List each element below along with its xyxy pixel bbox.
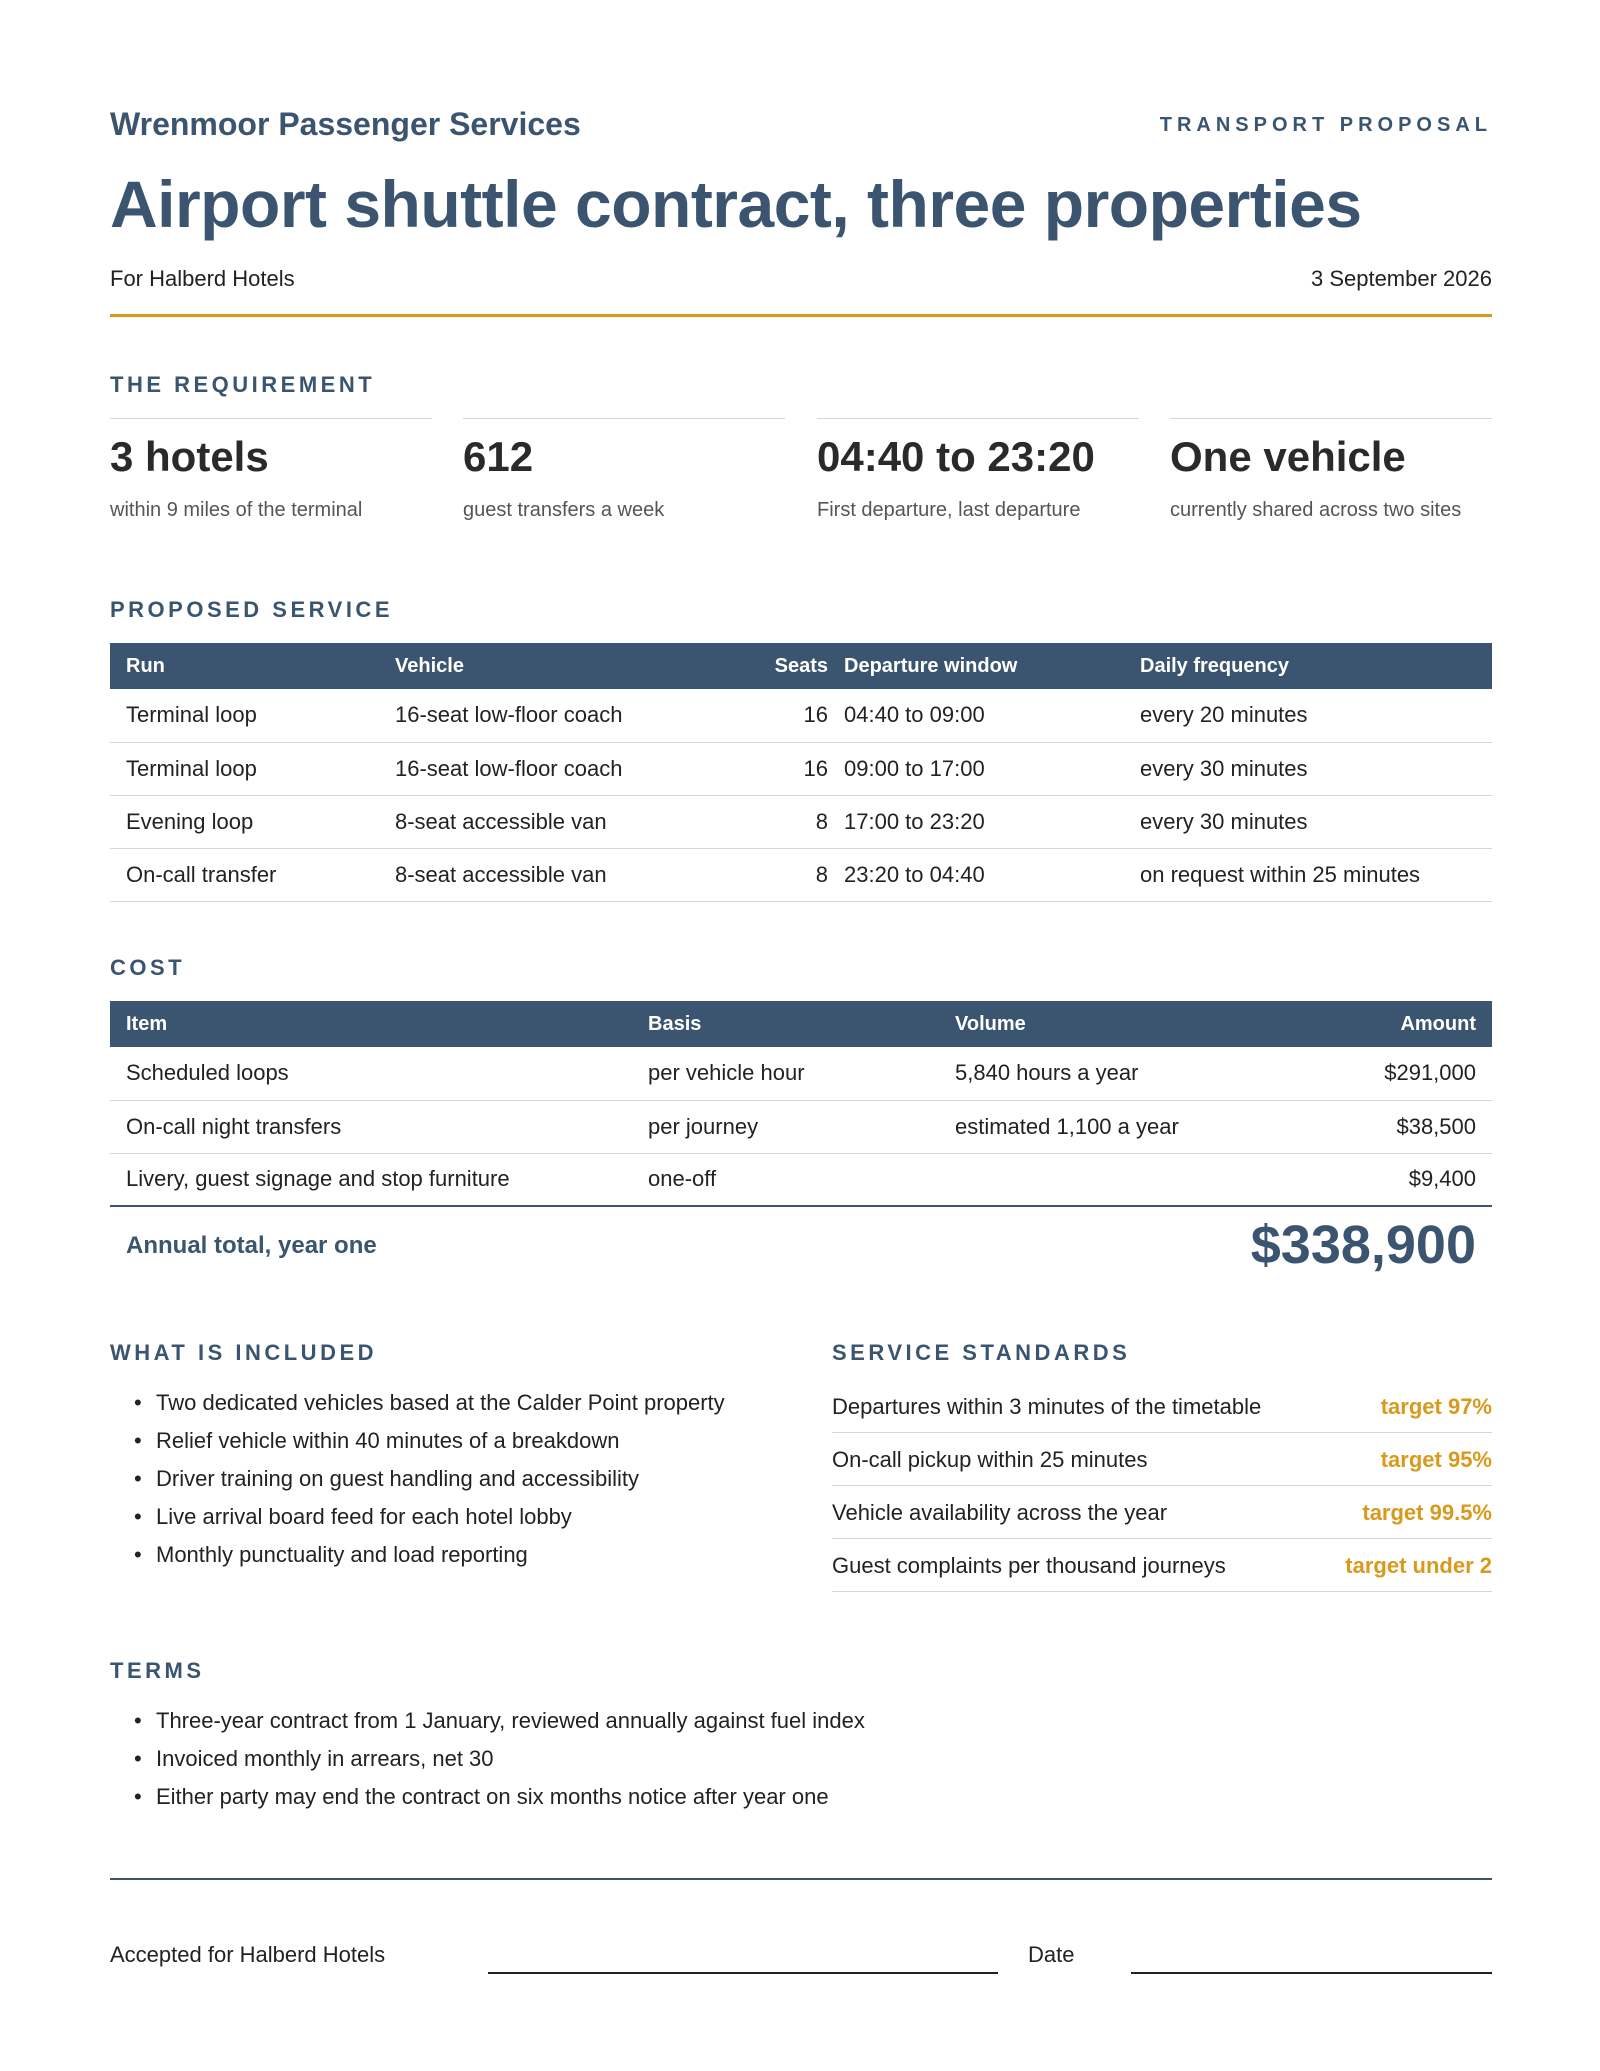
terms-heading: TERMS bbox=[110, 1658, 205, 1683]
date-label: Date bbox=[1028, 1942, 1075, 1967]
list-item: • Relief vehicle within 40 minutes of a breakdown bbox=[110, 1426, 725, 1464]
standard-target: target 97% bbox=[1380, 1394, 1492, 1419]
table-row bbox=[110, 795, 1492, 848]
column-header: Amount bbox=[1255, 1001, 1492, 1047]
column-header: Seats bbox=[748, 643, 836, 689]
list-item: • Three-year contract from 1 January, reviewed annually against fuel index bbox=[110, 1706, 865, 1744]
cost-heading: COST bbox=[110, 955, 186, 980]
table-cell: 16-seat low-floor coach bbox=[379, 689, 748, 742]
table-cell: 16-seat low-floor coach bbox=[379, 742, 748, 795]
table-cell: 16 bbox=[748, 689, 836, 742]
terms-list bbox=[110, 1706, 865, 1820]
list-item: • Monthly punctuality and load reporting bbox=[110, 1540, 725, 1578]
stat-caption: currently shared across two sites bbox=[1170, 499, 1462, 521]
page-title: Airport shuttle contract, three properties bbox=[110, 167, 1362, 241]
table-cell: every 20 minutes bbox=[1124, 689, 1492, 742]
stat-value: 3 hotels bbox=[110, 433, 269, 480]
table-cell: 8 bbox=[748, 848, 836, 901]
standard-row bbox=[832, 1433, 1492, 1486]
table-row bbox=[110, 742, 1492, 795]
company-name: Wrenmoor Passenger Services bbox=[110, 106, 581, 142]
column-header: Run bbox=[110, 643, 379, 689]
standard-row bbox=[832, 1539, 1492, 1592]
column-header: Departure window bbox=[836, 643, 1124, 689]
standard-target: target 99.5% bbox=[1362, 1500, 1492, 1525]
header-row bbox=[110, 106, 1492, 146]
table-cell: Terminal loop bbox=[110, 689, 379, 742]
standard-label: Departures within 3 minutes of the timetable bbox=[832, 1394, 1262, 1419]
stat-value: 612 bbox=[463, 433, 534, 480]
list-item: • Driver training on guest handling and accessibility bbox=[110, 1464, 725, 1502]
table-cell: 5,840 hours a year bbox=[939, 1047, 1255, 1100]
table-cell: 8-seat accessible van bbox=[379, 795, 748, 848]
date-line[interactable] bbox=[1131, 1972, 1492, 1974]
standard-target: target under 2 bbox=[1345, 1553, 1492, 1578]
table-cell: per vehicle hour bbox=[632, 1047, 939, 1100]
stat-caption: First departure, last departure bbox=[817, 499, 1081, 521]
table-cell: Livery, guest signage and stop furniture bbox=[110, 1153, 632, 1206]
table-cell: 04:40 to 09:00 bbox=[836, 689, 1124, 742]
stat-value: One vehicle bbox=[1170, 433, 1406, 480]
table-row bbox=[110, 1047, 1492, 1100]
table-row bbox=[110, 848, 1492, 901]
proposal-page bbox=[110, 0, 1492, 2071]
stat-card bbox=[463, 418, 785, 528]
cost-table bbox=[110, 1001, 1492, 1207]
service-heading: PROPOSED SERVICE bbox=[110, 597, 393, 622]
signature-line[interactable] bbox=[488, 1972, 998, 1974]
table-cell: $38,500 bbox=[1255, 1100, 1492, 1153]
table-header-row bbox=[110, 643, 1492, 689]
client-name: For Halberd Hotels bbox=[110, 266, 295, 291]
signature-divider bbox=[110, 1878, 1492, 1880]
table-row bbox=[110, 1153, 1492, 1206]
list-item: • Two dedicated vehicles based at the Calder Point property bbox=[110, 1388, 725, 1426]
table-cell: Terminal loop bbox=[110, 742, 379, 795]
table-cell: one-off bbox=[632, 1153, 939, 1206]
included-heading: WHAT IS INCLUDED bbox=[110, 1340, 378, 1365]
stat-card bbox=[110, 418, 432, 528]
document-date: 3 September 2026 bbox=[1310, 266, 1492, 291]
column-header: Vehicle bbox=[379, 643, 748, 689]
stat-caption: within 9 miles of the terminal bbox=[110, 499, 363, 521]
table-cell bbox=[939, 1153, 1255, 1206]
list-item: • Invoiced monthly in arrears, net 30 bbox=[110, 1744, 865, 1782]
stat-card bbox=[1170, 418, 1492, 528]
stat-value: 04:40 to 23:20 bbox=[817, 433, 1095, 480]
signature-block bbox=[110, 1942, 1492, 1982]
list-item: • Either party may end the contract on six months notice after year one bbox=[110, 1782, 865, 1820]
requirement-heading: THE REQUIREMENT bbox=[110, 372, 376, 397]
table-cell: on request within 25 minutes bbox=[1124, 848, 1492, 901]
standard-label: Guest complaints per thousand journeys bbox=[832, 1553, 1226, 1578]
table-cell: every 30 minutes bbox=[1124, 742, 1492, 795]
service-table bbox=[110, 643, 1492, 902]
table-cell: 09:00 to 17:00 bbox=[836, 742, 1124, 795]
stat-caption: guest transfers a week bbox=[463, 499, 665, 521]
table-cell: per journey bbox=[632, 1100, 939, 1153]
table-cell: every 30 minutes bbox=[1124, 795, 1492, 848]
standards-heading: SERVICE STANDARDS bbox=[832, 1340, 1131, 1365]
document-type: TRANSPORT PROPOSAL bbox=[1159, 114, 1492, 136]
table-cell: On-call night transfers bbox=[110, 1100, 632, 1153]
column-header: Daily frequency bbox=[1124, 643, 1492, 689]
column-header: Volume bbox=[939, 1001, 1255, 1047]
total-amount: $338,900 bbox=[1250, 1215, 1476, 1275]
accepted-label: Accepted for Halberd Hotels bbox=[110, 1942, 386, 1967]
table-cell: 16 bbox=[748, 742, 836, 795]
standard-label: On-call pickup within 25 minutes bbox=[832, 1447, 1148, 1472]
standard-row bbox=[832, 1486, 1492, 1539]
standard-label: Vehicle availability across the year bbox=[832, 1500, 1168, 1525]
requirement-stats bbox=[110, 418, 1492, 528]
table-cell: $291,000 bbox=[1255, 1047, 1492, 1100]
stat-card bbox=[817, 418, 1139, 528]
list-item: • Live arrival board feed for each hotel lobby bbox=[110, 1502, 725, 1540]
table-row bbox=[110, 689, 1492, 742]
table-cell: $9,400 bbox=[1255, 1153, 1492, 1206]
table-row bbox=[110, 1100, 1492, 1153]
table-header-row bbox=[110, 1001, 1492, 1047]
column-header: Item bbox=[110, 1001, 632, 1047]
standard-row bbox=[832, 1380, 1492, 1433]
table-cell: Evening loop bbox=[110, 795, 379, 848]
table-cell: estimated 1,100 a year bbox=[939, 1100, 1255, 1153]
column-header: Basis bbox=[632, 1001, 939, 1047]
table-cell: 17:00 to 23:20 bbox=[836, 795, 1124, 848]
standards-list bbox=[832, 1380, 1492, 1592]
table-cell: 8 bbox=[748, 795, 836, 848]
table-cell: Scheduled loops bbox=[110, 1047, 632, 1100]
header-divider bbox=[110, 314, 1492, 317]
table-cell: 23:20 to 04:40 bbox=[836, 848, 1124, 901]
included-list bbox=[110, 1388, 725, 1578]
total-label: Annual total, year one bbox=[126, 1232, 377, 1259]
table-cell: On-call transfer bbox=[110, 848, 379, 901]
standard-target: target 95% bbox=[1380, 1447, 1492, 1472]
table-cell: 8-seat accessible van bbox=[379, 848, 748, 901]
